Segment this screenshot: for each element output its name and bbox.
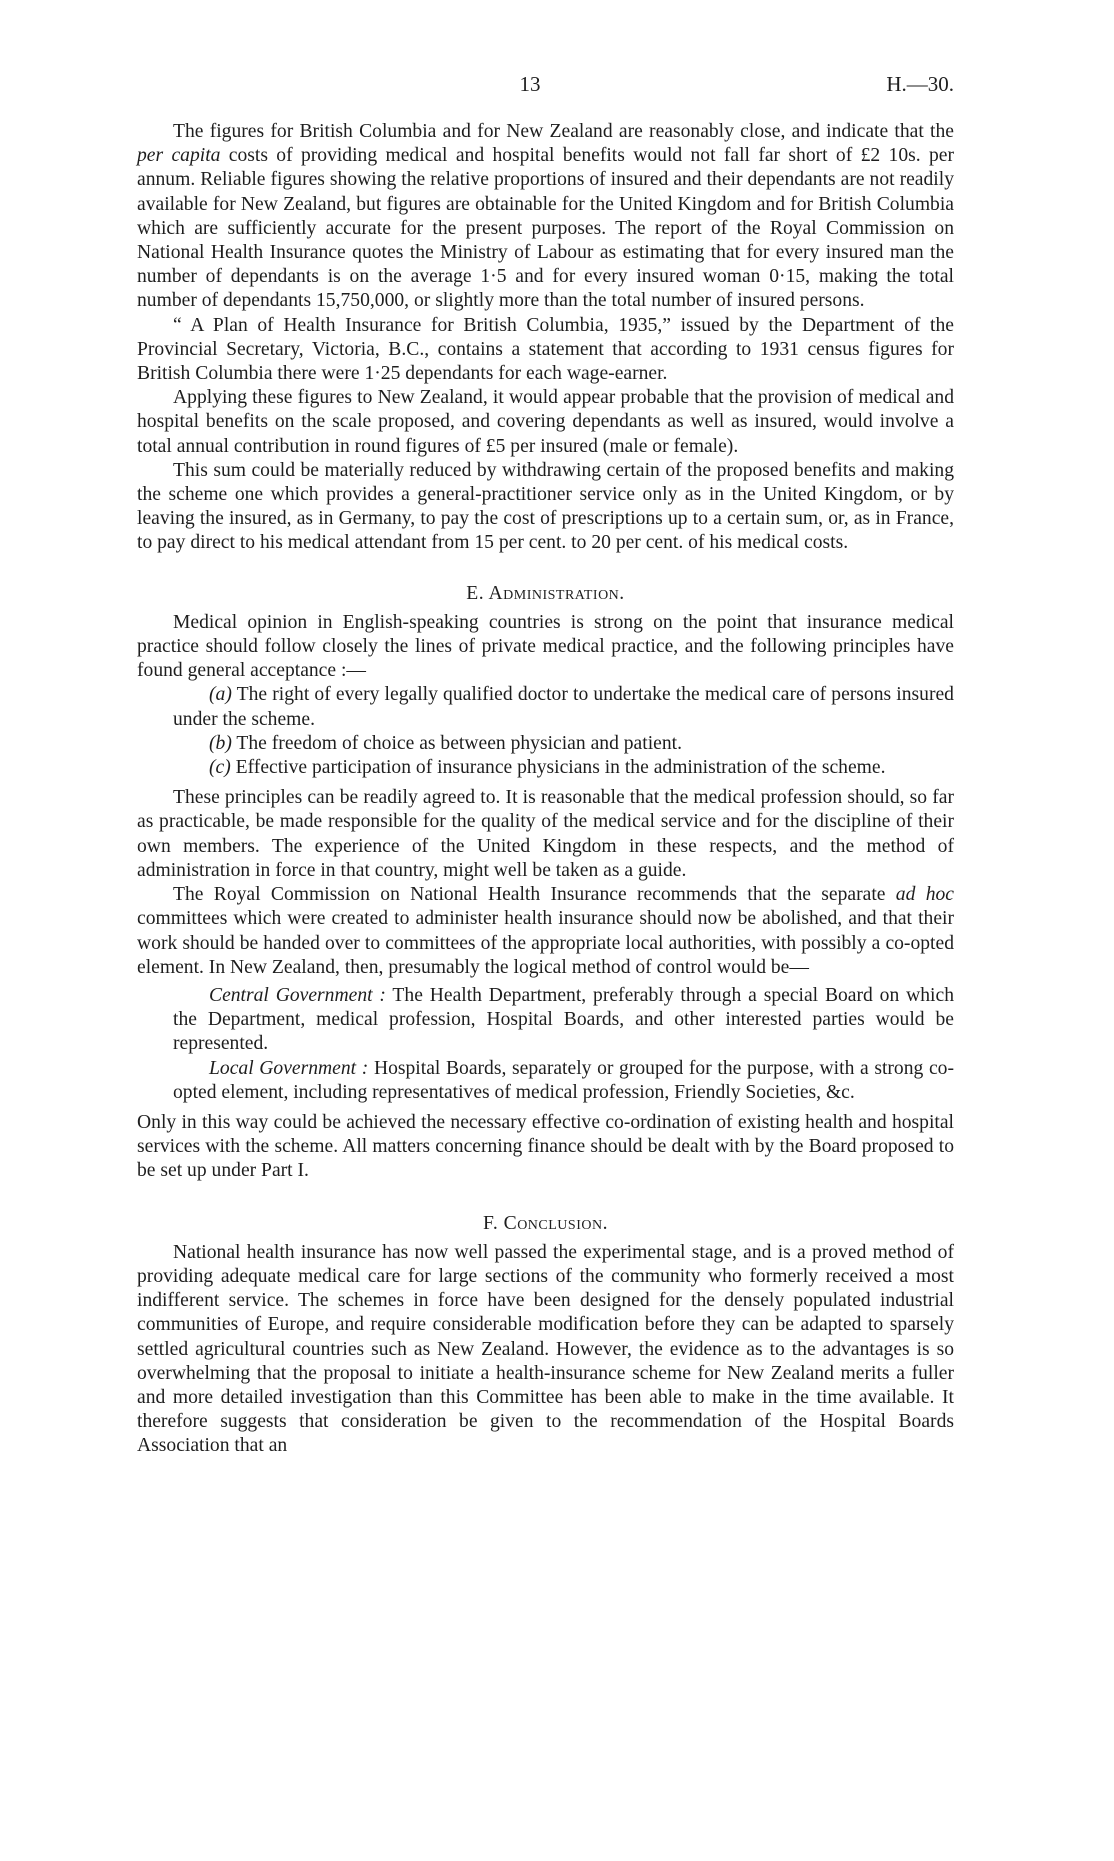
paragraph-sum-reduction: This sum could be materially reduced by withdrawing certain of the proposed benefits and making the scheme one which provides a general-practitioner service only as in the United Kingdom, or by leaving the insured, as in Germany, to pay the cost of prescriptions up to a certain sum, or, as in France, to pay direct to his medical attendant from 15 per cent. to 20 per cent. of his medical costs. xyxy=(137,459,954,554)
section-heading-administration: E. Administration. xyxy=(466,582,625,604)
body-text xyxy=(137,120,954,1459)
control-local-government: Local Government : Hospital Boards, separately or grouped for the purpose, with a strong co-opted element, including representatives of medical profession, Friendly Societies, &c. xyxy=(173,1057,954,1103)
control-central-government: Central Government : The Health Department, preferably through a special Board on which the Department, medical profession, Hospital Boards, and other interested parties would be represented. xyxy=(173,984,954,1055)
paragraph-conclusion: National health insurance has now well passed the experimental stage, and is a proved method of providing adequate medical care for large sections of the community who formerly received a most indifferent service. The schemes in force have been designed for the densely populated industrial communities of Europe, and require considerable modification before they can be adapted to sparsely settled agricultural countries such as New Zealand. However, the evidence as to the advantages is so overwhelming that the proposal to initiate a health-insurance scheme for New Zealand merits a fuller and more detailed investigation than this Committee has been able to make in the time available. It therefore suggests that consideration be given to the recommendation of the Hospital Boards Association that an xyxy=(137,1241,954,1457)
paragraph-royal-commission: The Royal Commission on National Health Insurance recommends that the separate ad hoc committees which were created to administer health insurance should now be abolished, and that their work should be handed over to committees of the appropriate local authorities, with possibly a co-opted element. In New Zealand, then, presumably the logical method of control would be— xyxy=(137,884,954,978)
principle-item-b: (b) The freedom of choice as between physician and patient. xyxy=(209,732,682,754)
principle-item-c: (c) Effective participation of insurance physicians in the administration of the scheme. xyxy=(209,757,886,779)
document-reference: H.—30. xyxy=(886,72,954,96)
section-heading-conclusion: F. Conclusion. xyxy=(483,1212,608,1234)
paragraph-applying-figures: Applying these figures to New Zealand, it would appear probable that the provision of medical and hospital benefits on the scale proposed, and covering dependants as well as insured, would involve a total annual contribution in round figures of £5 per insured (male or female). xyxy=(137,387,954,457)
paragraph-british-columbia-plan: “ A Plan of Health Insurance for British Columbia, 1935,” issued by the Department of the Provincial Secretary, Victoria, B.C., contains a statement that according to 1931 census figures for British Columbia there were 1·25 dependants for each wage-earner. xyxy=(137,314,954,385)
paragraph-medical-opinion: Medical opinion in English-speaking countries is strong on the point that insurance medical practice should follow closely the lines of private medical practice, and the following principles have found general acceptance :— xyxy=(137,611,954,682)
page-header xyxy=(0,72,1114,102)
page-number: 13 xyxy=(519,72,541,96)
per-capita-phrase: per capita xyxy=(137,145,221,167)
ad-hoc-phrase: ad hoc xyxy=(895,884,954,906)
paragraph-figures-comparison: The figures for British Columbia and for New Zealand are reasonably close, and indicate that the per capita costs of providing medical and hospital benefits would not fall far short of £2 10s. per annum. Reliable figures showing the relative proportions of insured and their dependants are not readily available for New Zealand, but figures are obtainable for the United Kingdom and for British Columbia which are sufficiently accurate for the present purposes. The report of the Royal Commission on National Health Insurance quotes the Ministry of Labour as estimating that for every insured man the number of dependants is on the average 1·5 and for every insured woman 0·15, making the total number of dependants 15,750,000, or slightly more than the total number of insured persons. xyxy=(137,121,954,312)
paragraph-co-ordination: Only in this way could be achieved the necessary effective co-ordination of existing health and hospital services with the scheme. All matters concerning finance should be dealt with by the Board proposed to be set up under Part I. xyxy=(137,1111,954,1182)
principle-item-a: (a) The right of every legally qualified doctor to undertake the medical care of persons insured under the scheme. xyxy=(173,684,954,730)
paragraph-principles-agreed: These principles can be readily agreed to. It is reasonable that the medical profession should, so far as practicable, be made responsible for the quality of the medical service and for the discipline of their own members. The experience of the United Kingdom in these respects, and the method of administration in force in that country, might well be taken as a guide. xyxy=(137,787,954,881)
